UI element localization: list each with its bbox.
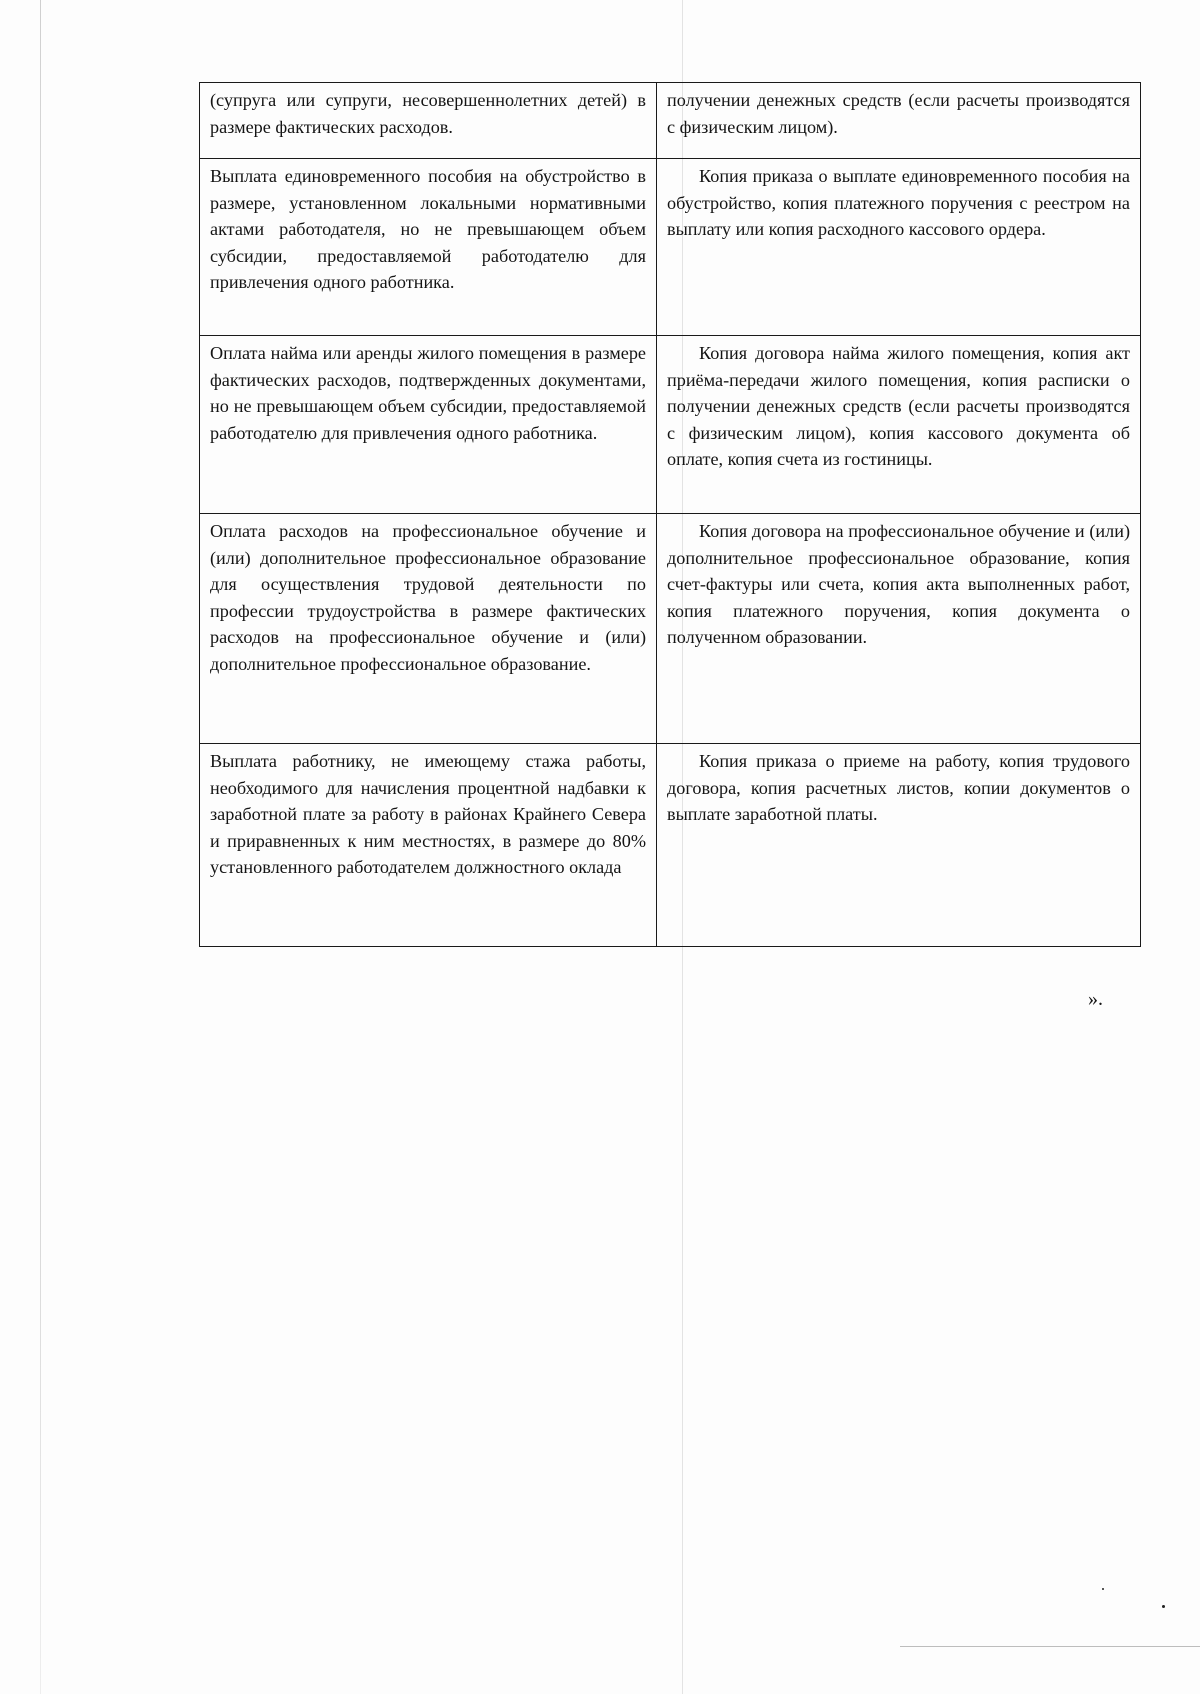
table-cell-expense: Оплата найма или аренды жилого помещения в размере фактических расходов, подтвержденных документами, но не превышающем объем субсидии, предоставляемой работодателю для привлечения одного работника.: [200, 336, 657, 514]
table-cell-expense: (супруга или супруги, несовершеннолетних детей) в размере фактических расходов.: [200, 83, 657, 159]
table-cell-documents: Копия приказа о приеме на работу, копия трудового договора, копия расчетных листов, копии документов о выплате заработной платы.: [657, 744, 1141, 947]
table-row: [200, 744, 1141, 947]
table-cell-documents: Копия договора на профессиональное обучение и (или) дополнительное профессиональное образование, копия счет-фактуры или счета, копия акта выполненных работ, копия платежного поручения, копия документа о полученном образовании.: [657, 514, 1141, 744]
table-cell-expense: Выплата единовременного пособия на обустройство в размере, установленном локальными нормативными актами работодателя, но не превышающем объем субсидии, предоставляемой работодателю для привлечения одного работника.: [200, 159, 657, 336]
table-row: [200, 514, 1141, 744]
table-cell-expense: Оплата расходов на профессиональное обучение и (или) дополнительное профессиональное образование для осуществления трудовой деятельности по профессии трудоустройства в размере фактических расходов на профессиональное обучение и (или) дополнительное профессиональное образование.: [200, 514, 657, 744]
table-cell-expense: Выплата работнику, не имеющему стажа работы, необходимого для начисления процентной надбавки к заработной плате за работу в районах Крайнего Севера и приравненных к ним местностях, в размере до 80% установленного работодателем должностного оклада: [200, 744, 657, 947]
scan-speck: [1162, 1605, 1165, 1608]
table-cell-documents: Копия договора найма жилого помещения, копия акт приёма-передачи жилого помещения, копия расписки о получении денежных средств (если расчеты производятся с физическим лицом), копия кассового документа об оплате, копия счета из гостиницы.: [657, 336, 1141, 514]
table-row: [200, 336, 1141, 514]
documents-table: [199, 82, 1141, 947]
table-cell-documents: получении денежных средств (если расчеты производятся с физическим лицом).: [657, 83, 1141, 159]
table-row: [200, 159, 1141, 336]
scan-artifact-left: [40, 0, 41, 1694]
table-row: [200, 83, 1141, 159]
table-cell-documents: Копия приказа о выплате единовременного пособия на обустройство, копия платежного поручения с реестром на выплату или копия расходного кассового ордера.: [657, 159, 1141, 336]
scan-speck: [1102, 1588, 1104, 1590]
closing-quote: ».: [1088, 988, 1103, 1010]
scan-artifact-bottom: [900, 1646, 1200, 1647]
